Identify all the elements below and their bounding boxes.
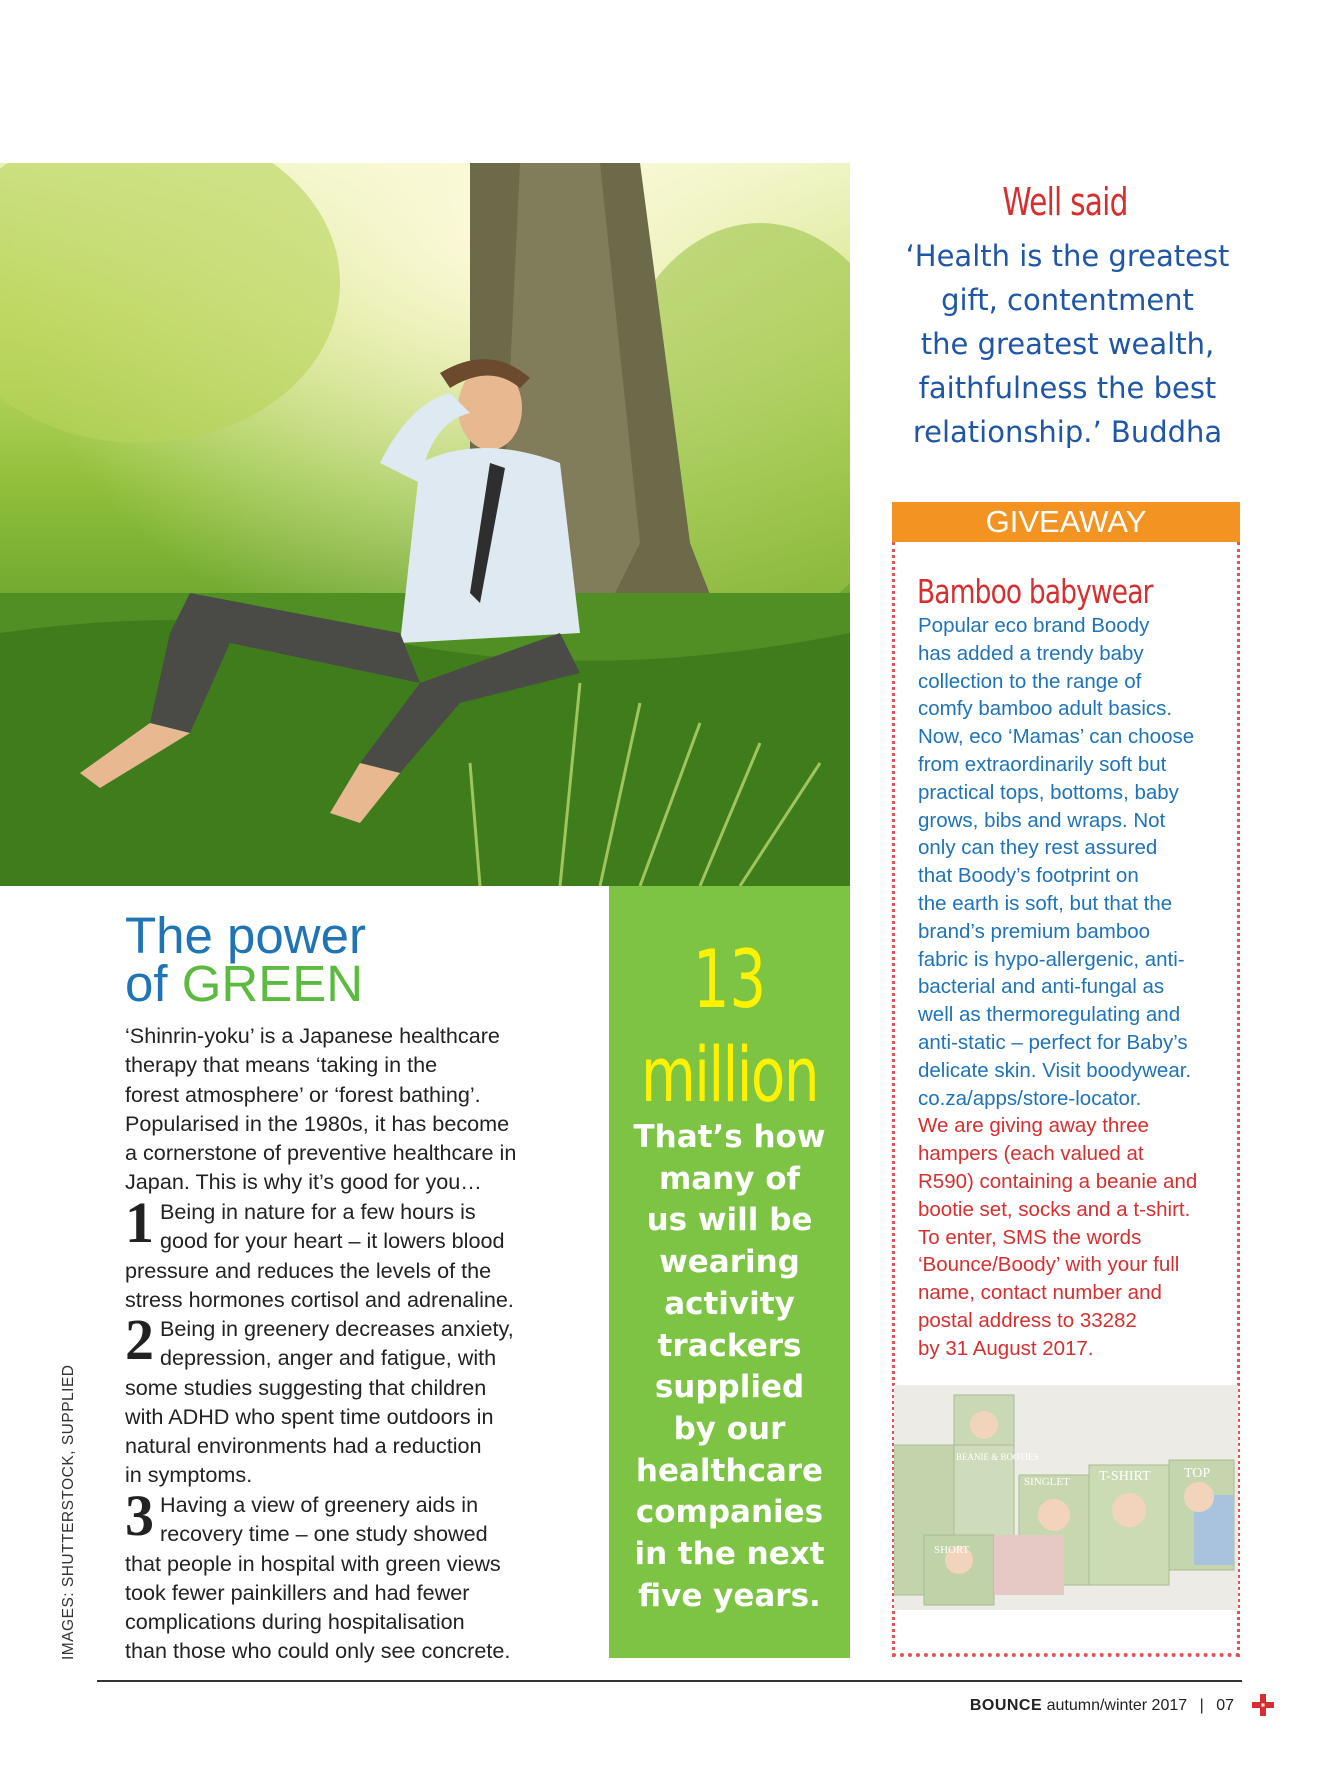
stat-caption-line: five years. — [638, 1577, 821, 1614]
giveaway-line: co.za/apps/store-locator. — [918, 1086, 1142, 1110]
intro-line: forest atmosphere’ or ‘forest bathing’. — [125, 1081, 481, 1107]
benefit-item-1 — [125, 1190, 565, 1314]
giveaway-line: the earth is soft, but that the — [918, 891, 1173, 915]
benefit-line: took fewer painkillers and had fewer — [125, 1579, 470, 1605]
article-title-line2 — [125, 955, 366, 1012]
giveaway-line: collection to the range of — [918, 669, 1142, 693]
product-label: TOP — [1184, 1466, 1211, 1481]
article-title — [125, 907, 366, 1012]
benefit-line: in symptoms. — [125, 1462, 253, 1488]
intro-line: ‘Shinrin-yoku’ is a Japanese healthcare — [125, 1023, 500, 1048]
giveaway-line: anti-static – perfect for Baby’s — [918, 1030, 1188, 1054]
benefit-line: some studies suggesting that children — [125, 1374, 487, 1400]
giveaway-offer-line: by 31 August 2017. — [918, 1336, 1094, 1360]
benefit-line: natural environments had a reduction — [125, 1433, 482, 1459]
benefit-line: depression, anger and fatigue, with — [160, 1345, 497, 1371]
stat-number: 13 — [692, 933, 767, 1026]
giveaway-body — [918, 612, 1218, 1363]
quote-line: the greatest wealth, — [920, 327, 1215, 361]
medical-cross-icon — [1252, 1694, 1274, 1716]
benefit-number: 2 — [125, 1307, 154, 1372]
article-title-prefix: of — [125, 955, 182, 1012]
stat-caption-line: That’s how — [633, 1119, 826, 1155]
intro-line: Japan. This is why it’s good for you… — [125, 1169, 482, 1195]
hero-photo-illustration — [0, 163, 850, 886]
product-label: SHORT — [934, 1544, 970, 1556]
benefit-line: than those who could only see concrete. — [125, 1638, 511, 1664]
quote-line: faithfulness the best — [918, 371, 1217, 405]
benefit-line: recovery time – one study showed — [160, 1521, 488, 1547]
benefit-line: with ADHD who spent time outdoors in — [125, 1403, 494, 1429]
giveaway-title: Bamboo babywear — [917, 572, 1153, 611]
benefit-item-2 — [125, 1307, 565, 1490]
benefit-number: 3 — [125, 1483, 154, 1548]
benefit-line: Having a view of greenery aids in — [160, 1492, 479, 1517]
benefit-item-3 — [125, 1483, 565, 1666]
giveaway-line: has added a trendy baby — [918, 641, 1144, 665]
giveaway-line: Popular eco brand Boody — [918, 614, 1150, 637]
giveaway-offer-line: ‘Bounce/Boody’ with your full — [918, 1253, 1180, 1277]
giveaway-offer-line: To enter, SMS the words — [918, 1225, 1142, 1249]
giveaway-line: delicate skin. Visit boodywear. — [918, 1058, 1192, 1082]
benefit-line: good for your heart – it lowers blood — [160, 1228, 505, 1254]
page-footer — [970, 1697, 1234, 1715]
giveaway-line: from extraordinarily soft but — [918, 752, 1167, 776]
article-title-highlight: GREEN — [181, 955, 364, 1012]
benefit-line: complications during hospitalisation — [125, 1609, 465, 1635]
benefit-line: pressure and reduces the levels of the — [125, 1257, 492, 1283]
quote-line: gift, contentment — [941, 283, 1194, 317]
stat-caption-line: activity — [664, 1285, 795, 1322]
stat-caption-line: supplied — [654, 1369, 805, 1406]
giveaway-line: practical tops, bottoms, baby — [918, 780, 1179, 804]
product-label: BEANIE & BOOTIES — [956, 1452, 1039, 1462]
giveaway-line: grows, bibs and wraps. Not — [918, 808, 1166, 832]
intro-line: a cornerstone of preventive healthcare in — [125, 1140, 517, 1166]
hero-photo — [0, 163, 850, 886]
footer-page-number: 07 — [1216, 1697, 1234, 1714]
benefit-line: that people in hospital with green views — [125, 1550, 501, 1576]
stat-caption-line: many of — [658, 1160, 801, 1197]
giveaway-offer-line: bootie set, socks and a t-shirt. — [918, 1197, 1191, 1221]
footer-separator: | — [1199, 1697, 1204, 1714]
giveaway-offer-line: R590) containing a beanie and — [918, 1169, 1198, 1193]
image-credit: IMAGES: SHUTTERSTOCK, SUPPLIED — [60, 1364, 77, 1660]
quote-heading: Well said — [1002, 180, 1128, 224]
giveaway-offer-line: postal address to 33282 — [918, 1308, 1137, 1332]
stat-caption-line: us will be — [646, 1202, 813, 1239]
quote-line: relationship.’ Buddha — [912, 415, 1223, 449]
footer-issue: autumn/winter 2017 — [1046, 1697, 1188, 1714]
giveaway-line: brand’s premium bamboo — [918, 919, 1151, 943]
product-label: T-SHIRT — [1099, 1469, 1151, 1484]
footer-brand: BOUNCE — [969, 1697, 1043, 1714]
giveaway-offer-line: name, contact number and — [918, 1281, 1162, 1305]
giveaway-offer-line: hampers (each valued at — [918, 1142, 1144, 1166]
giveaway-line: bacterial and anti-fungal as — [918, 975, 1165, 999]
giveaway-line: well as thermoregulating and — [918, 1003, 1181, 1027]
giveaway-line: fabric is hypo-allergenic, anti- — [918, 947, 1185, 971]
giveaway-line: comfy bamboo adult basics. — [918, 697, 1173, 721]
intro-line: Popularised in the 1980s, it has become — [125, 1110, 510, 1136]
stat-caption — [624, 1117, 835, 1617]
giveaway-label: GIVEAWAY — [892, 502, 1240, 542]
benefit-number: 1 — [125, 1190, 154, 1255]
intro-line: therapy that means ‘taking in the — [125, 1052, 438, 1078]
stat-caption-line: healthcare — [635, 1452, 824, 1489]
product-boxes-illustration — [894, 1385, 1238, 1610]
article-intro — [125, 1021, 565, 1197]
giveaway-line: Now, eco ‘Mamas’ can choose — [918, 725, 1195, 749]
benefit-line: stress hormones cortisol and adrenaline. — [125, 1286, 514, 1312]
giveaway-line: only can they rest assured — [918, 836, 1158, 860]
giveaway-line: that Boody’s footprint on — [918, 864, 1139, 888]
stat-caption-line: by our — [673, 1410, 786, 1447]
product-label: SINGLET — [1024, 1476, 1070, 1488]
quote-line: ‘Health is the greatest — [905, 239, 1230, 273]
giveaway-offer-line: We are giving away three — [918, 1114, 1149, 1138]
quote-text — [880, 234, 1255, 454]
article-title-line1: The power — [125, 907, 366, 964]
footer-rule — [97, 1680, 1242, 1682]
stat-caption-line: wearing — [659, 1244, 800, 1281]
product-photo — [894, 1385, 1238, 1610]
stat-caption-line: in the next — [634, 1536, 825, 1573]
benefit-line: Being in greenery decreases anxiety, — [160, 1316, 514, 1341]
benefit-line: Being in nature for a few hours is — [160, 1199, 476, 1224]
stat-unit: million — [641, 1030, 818, 1119]
stat-caption-line: companies — [635, 1494, 824, 1531]
stat-caption-line: trackers — [657, 1327, 802, 1364]
